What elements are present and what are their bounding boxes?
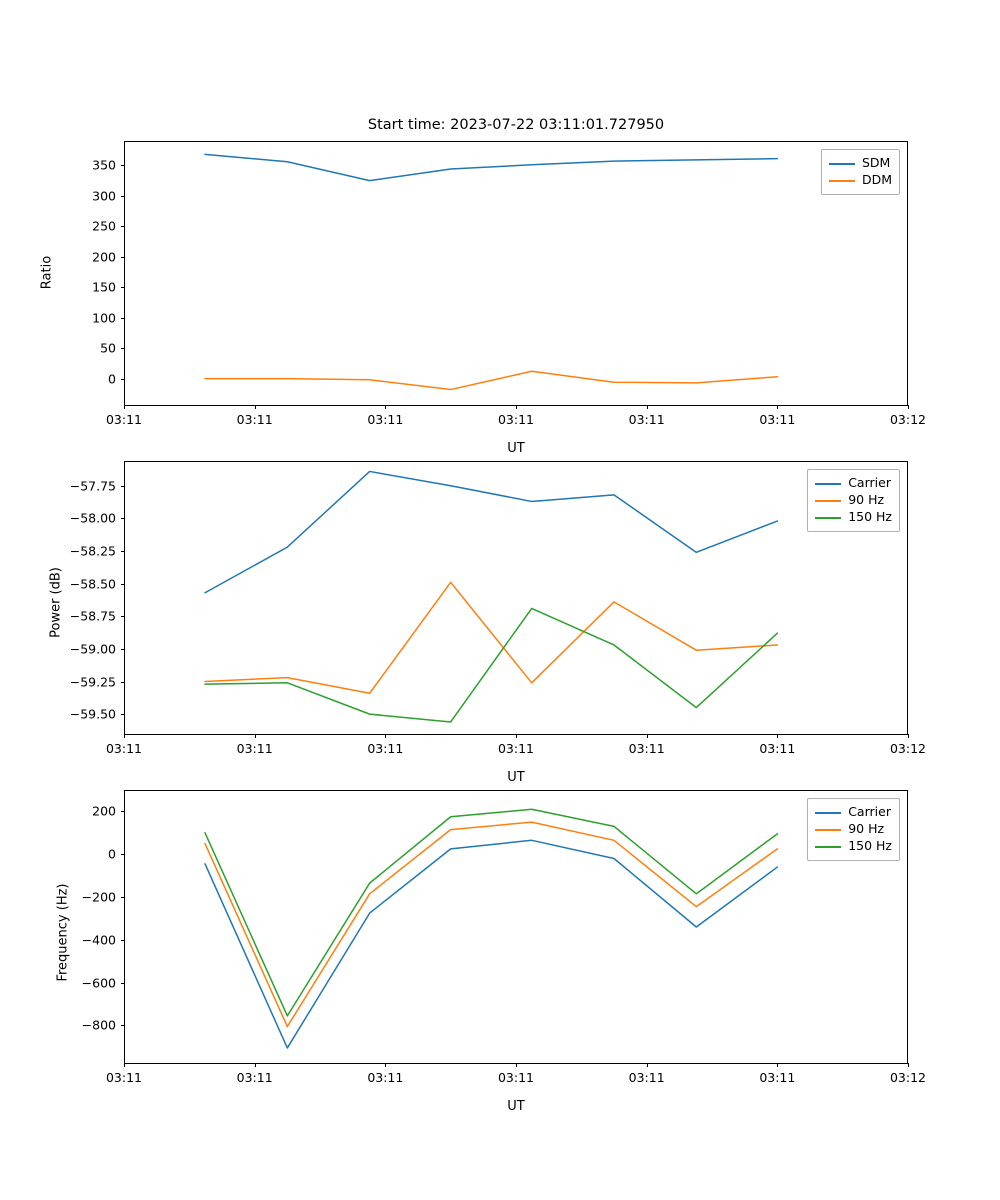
y-tick-label: 0	[108, 846, 116, 862]
y-tick-mark	[121, 616, 125, 617]
legend-label: 90 Hz	[848, 492, 885, 508]
y-tick-mark	[121, 1025, 125, 1026]
x-tick-mark	[516, 405, 517, 409]
legend-label: 150 Hz	[848, 838, 892, 854]
x-tick-label: 03:12	[889, 412, 927, 427]
x-tick-mark	[255, 734, 256, 738]
y-tick-mark	[121, 854, 125, 855]
y-axis-label-frequency: Frequency (Hz)	[55, 883, 71, 982]
x-tick-mark	[124, 405, 125, 409]
y-tick-label: −58.00	[69, 510, 116, 526]
series-line	[205, 809, 777, 1016]
y-tick-mark	[121, 486, 125, 487]
x-tick-label: 03:11	[497, 412, 535, 427]
x-axis-label-power: UT	[507, 770, 525, 785]
legend-item[interactable]	[815, 509, 892, 526]
legend-item[interactable]	[815, 821, 892, 838]
x-tick-label: 03:11	[759, 1070, 796, 1085]
x-tick-mark	[516, 1063, 517, 1067]
x-tick-label: 03:11	[367, 412, 404, 427]
x-tick-mark	[647, 405, 648, 409]
y-tick-mark	[121, 257, 125, 258]
x-tick-label: 03:11	[497, 1070, 535, 1085]
y-tick-label: 350	[92, 157, 116, 173]
chart-panel-power	[124, 461, 908, 735]
x-axis-label-ratio: UT	[507, 441, 525, 456]
x-tick-mark	[777, 405, 778, 409]
legend-ratio[interactable]	[821, 149, 900, 195]
y-tick-label: 300	[92, 188, 116, 204]
x-tick-label: 03:12	[889, 1070, 927, 1085]
x-tick-label: 03:11	[105, 741, 143, 756]
y-tick-label: −600	[81, 975, 116, 991]
y-tick-label: 250	[92, 218, 116, 234]
legend-power[interactable]	[807, 469, 900, 532]
y-tick-label: −59.00	[69, 641, 116, 657]
y-tick-label: −58.75	[69, 608, 116, 624]
legend-frequency[interactable]	[807, 798, 900, 861]
legend-color-swatch	[815, 829, 841, 831]
y-tick-label: −57.75	[69, 478, 116, 494]
x-tick-mark	[647, 734, 648, 738]
legend-item[interactable]	[815, 475, 892, 492]
legend-label: SDM	[861, 155, 891, 171]
legend-label: DDM	[861, 172, 892, 188]
y-tick-label: 200	[92, 803, 116, 819]
legend-color-swatch	[829, 180, 855, 182]
y-tick-label: −800	[81, 1017, 116, 1033]
x-tick-mark	[255, 1063, 256, 1067]
y-tick-label: −58.50	[69, 576, 116, 592]
plot-lines-power	[124, 461, 908, 735]
y-tick-label: 50	[100, 340, 116, 356]
y-tick-mark	[121, 287, 125, 288]
y-tick-label: 100	[92, 310, 116, 326]
legend-label: 90 Hz	[848, 821, 885, 837]
legend-item[interactable]	[829, 155, 892, 172]
x-tick-label: 03:11	[759, 741, 796, 756]
x-tick-mark	[124, 734, 125, 738]
y-axis-label-ratio: Ratio	[39, 255, 55, 290]
y-tick-mark	[121, 551, 125, 552]
x-tick-label: 03:11	[628, 741, 665, 756]
y-tick-mark	[121, 811, 125, 812]
y-tick-mark	[121, 165, 125, 166]
legend-item[interactable]	[815, 838, 892, 855]
y-tick-label: −400	[81, 932, 116, 948]
series-line	[205, 371, 777, 389]
x-tick-label: 03:11	[497, 741, 535, 756]
x-tick-mark	[255, 405, 256, 409]
series-line	[205, 471, 777, 592]
series-line	[205, 840, 777, 1048]
x-tick-label: 03:11	[236, 412, 273, 427]
x-tick-label: 03:11	[367, 741, 404, 756]
plot-lines-frequency	[124, 790, 908, 1064]
y-tick-mark	[121, 226, 125, 227]
y-tick-mark	[121, 682, 125, 683]
x-tick-label: 03:11	[367, 1070, 404, 1085]
y-tick-label: 0	[108, 371, 116, 387]
series-line	[205, 608, 777, 722]
x-tick-label: 03:11	[105, 412, 143, 427]
y-tick-label: −59.25	[69, 674, 116, 689]
x-tick-mark	[385, 1063, 386, 1067]
y-axis-label-power: Power (dB)	[48, 567, 64, 638]
y-tick-mark	[121, 318, 125, 319]
series-line	[205, 154, 777, 180]
legend-color-swatch	[815, 812, 841, 814]
y-tick-mark	[121, 518, 125, 519]
y-tick-mark	[121, 379, 125, 380]
x-tick-mark	[777, 1063, 778, 1067]
legend-color-swatch	[815, 500, 841, 502]
x-tick-label: 03:11	[236, 1070, 273, 1085]
chart-panel-ratio	[124, 117, 908, 406]
x-tick-label: 03:11	[236, 741, 273, 756]
y-tick-label: −200	[81, 889, 116, 905]
legend-label: Carrier	[848, 804, 891, 820]
legend-item[interactable]	[815, 492, 892, 509]
chart-panel-frequency	[124, 790, 908, 1064]
y-tick-mark	[121, 196, 125, 197]
x-tick-mark	[124, 1063, 125, 1067]
legend-color-swatch	[815, 846, 841, 848]
y-tick-mark	[121, 348, 125, 349]
x-tick-mark	[647, 1063, 648, 1067]
legend-item[interactable]	[815, 804, 892, 821]
x-tick-mark	[908, 734, 909, 738]
x-tick-mark	[385, 734, 386, 738]
x-tick-mark	[908, 405, 909, 409]
legend-color-swatch	[815, 517, 841, 519]
plot-lines-ratio	[124, 141, 908, 406]
x-tick-label: 03:11	[628, 1070, 665, 1085]
legend-color-swatch	[815, 483, 841, 485]
y-tick-label: 150	[92, 279, 116, 295]
y-tick-label: −59.50	[69, 706, 116, 722]
legend-color-swatch	[829, 163, 855, 165]
y-tick-mark	[121, 584, 125, 585]
series-line	[205, 822, 777, 1026]
y-tick-mark	[121, 649, 125, 650]
x-axis-label-frequency: UT	[507, 1099, 525, 1114]
x-tick-label: 03:11	[105, 1070, 143, 1085]
x-tick-label: 03:11	[628, 412, 665, 427]
legend-label: Carrier	[848, 475, 891, 491]
y-tick-label: −58.25	[69, 543, 116, 559]
page-title: Start time: 2023-07-22 03:11:01.727950	[367, 117, 665, 133]
x-tick-label: 03:11	[759, 412, 796, 427]
x-tick-mark	[908, 1063, 909, 1067]
x-tick-mark	[777, 734, 778, 738]
y-tick-mark	[121, 897, 125, 898]
y-tick-mark	[121, 940, 125, 941]
legend-label: 150 Hz	[848, 509, 892, 525]
x-tick-label: 03:12	[889, 741, 927, 756]
x-tick-mark	[516, 734, 517, 738]
y-tick-mark	[121, 714, 125, 715]
x-tick-mark	[385, 405, 386, 409]
y-tick-mark	[121, 983, 125, 984]
series-line	[205, 582, 777, 693]
legend-item[interactable]	[829, 172, 892, 189]
y-tick-label: 200	[92, 249, 116, 265]
